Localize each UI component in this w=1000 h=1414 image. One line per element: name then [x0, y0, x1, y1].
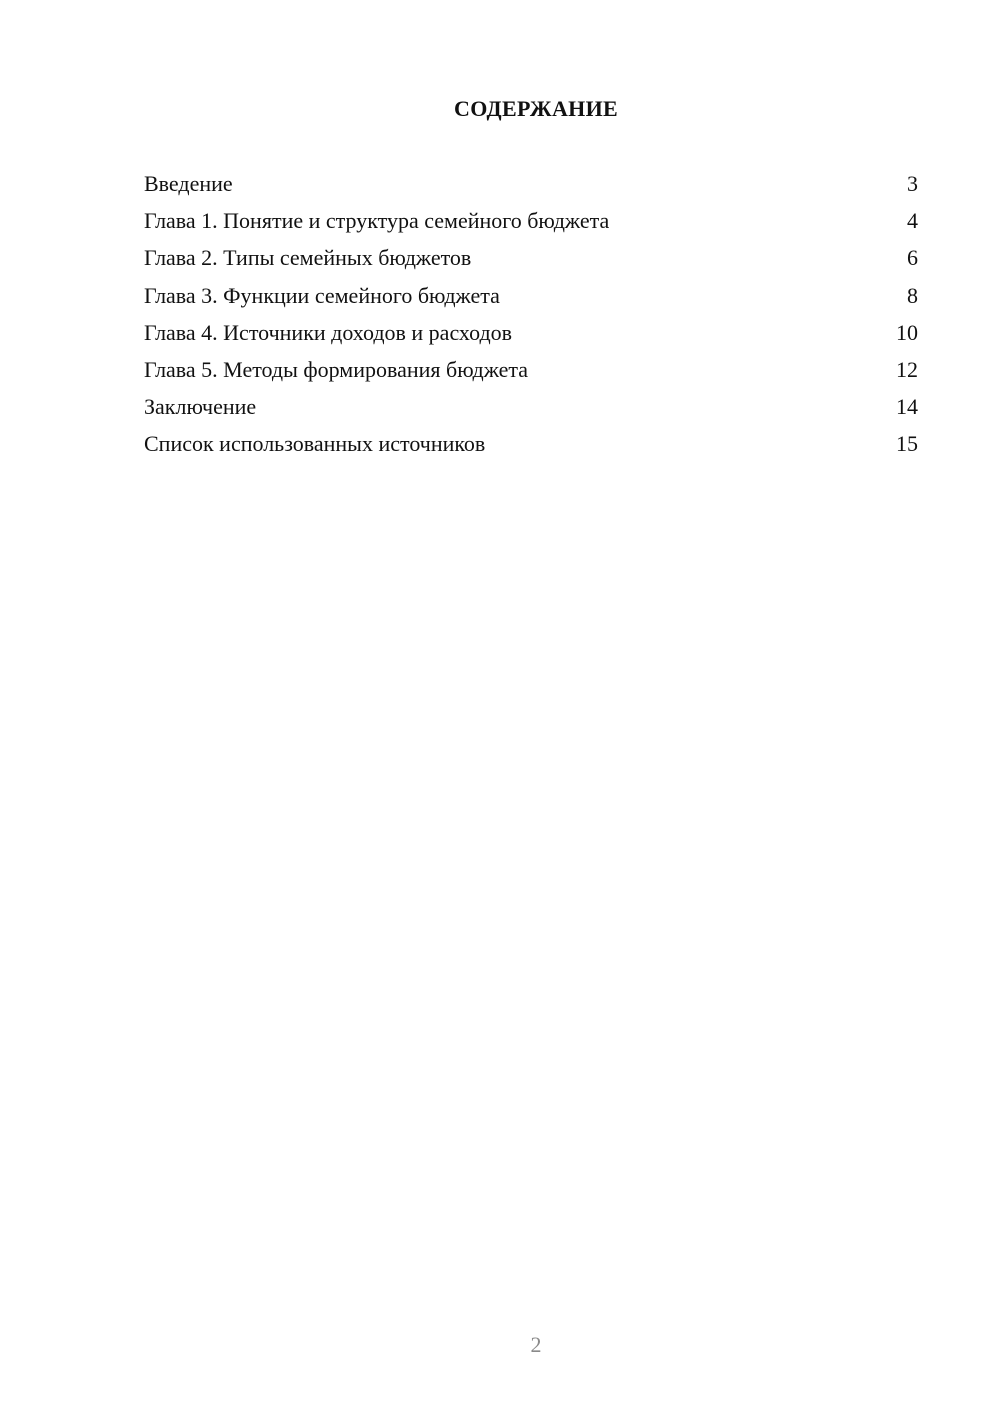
toc-entry-label: Список использованных источников — [144, 431, 486, 457]
page-number: 2 — [530, 1332, 542, 1357]
toc-entry-page: 3 — [907, 171, 918, 196]
toc-entry-label: Заключение — [144, 394, 257, 420]
toc-entry-chapter-3 — [144, 280, 918, 317]
toc-entry-chapter-2 — [144, 242, 918, 279]
toc-entry-introduction — [144, 168, 918, 205]
toc-entry-page: 14 — [896, 394, 918, 420]
toc-entry-label: Глава 2. Типы семейных бюджетов — [144, 245, 472, 271]
toc-entry-page: 4 — [907, 208, 918, 234]
toc-entry-references — [144, 428, 918, 465]
toc-entry-page: 10 — [896, 319, 918, 345]
toc-entry-label: Глава 4. Источники доходов и расходов — [144, 319, 513, 345]
toc-entry-label: Глава 3. Функции семейного бюджета — [144, 282, 500, 308]
toc-entry-label: Введение — [144, 171, 233, 196]
toc-entry-page: 12 — [896, 356, 918, 382]
toc-entry-label: Глава 5. Методы формирования бюджета — [144, 356, 529, 382]
table-of-contents — [144, 168, 918, 466]
toc-entry-chapter-1 — [144, 205, 918, 242]
toc-entry-chapter-5 — [144, 354, 918, 391]
toc-entry-label: Глава 1. Понятие и структура семейного бюджета — [144, 208, 610, 234]
toc-entry-conclusion — [144, 391, 918, 428]
toc-entry-chapter-4 — [144, 317, 918, 354]
toc-entry-page: 8 — [907, 282, 918, 308]
toc-title: СОДЕРЖАНИЕ — [454, 96, 618, 121]
toc-entry-page: 15 — [896, 431, 918, 457]
toc-entry-page: 6 — [907, 245, 918, 271]
